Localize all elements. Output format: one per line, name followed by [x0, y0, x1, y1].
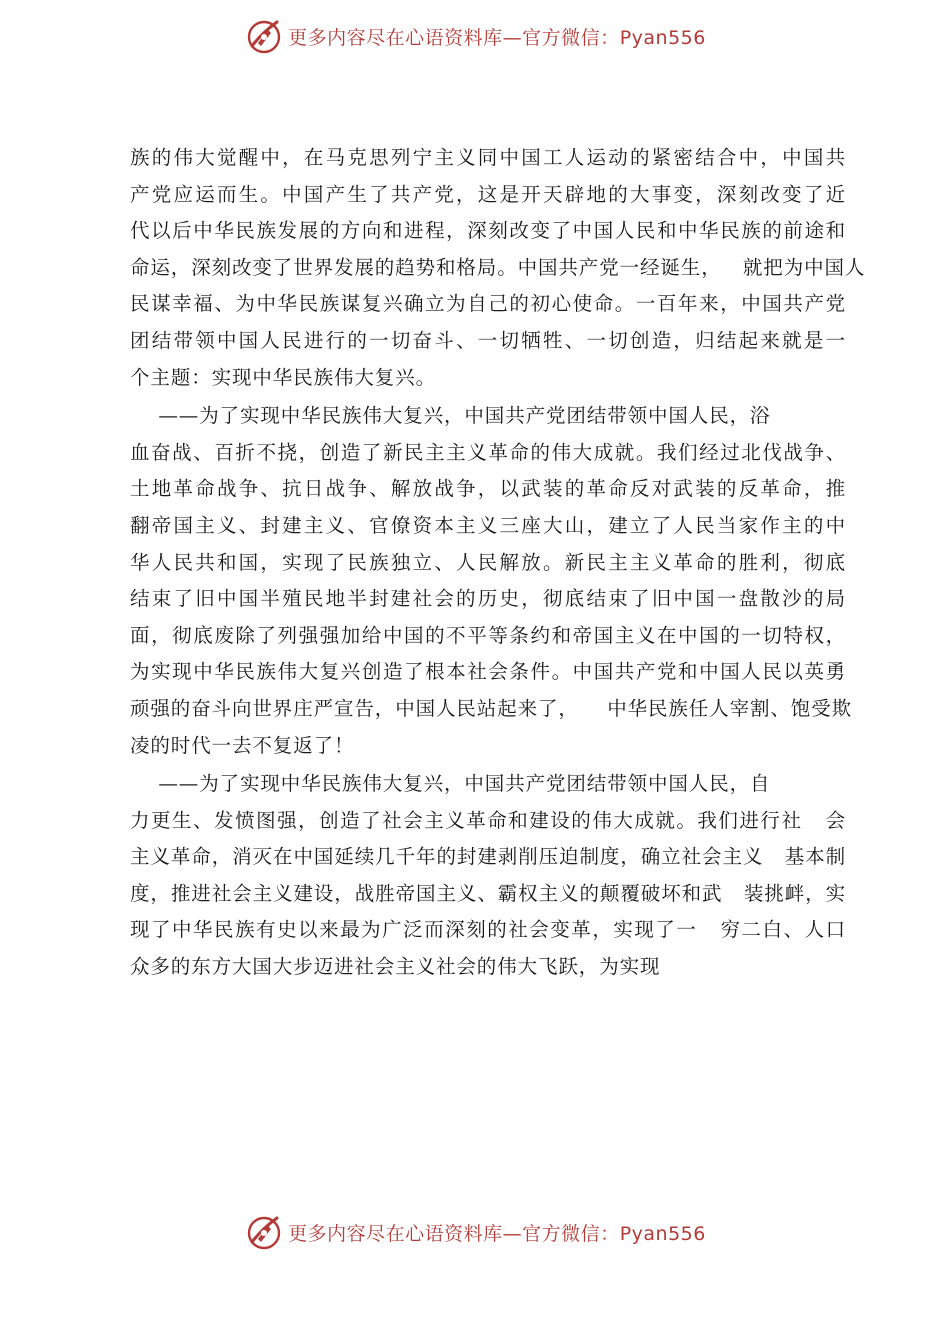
- text-line: 血奋战、百折不挠，创造了新民主主义革命的伟大成就。我们经过北伐战争、: [130, 440, 846, 464]
- banner-separator: —: [502, 1222, 523, 1245]
- text-line: 面，彻底废除了列强强加给中国的不平等条约和帝国主义在中国的一切特权，: [130, 623, 846, 647]
- text-line: 代以后中华民族发展的方向和进程，深刻改变了中国人民和中华民族的前途和: [130, 219, 846, 243]
- banner-separator: —: [502, 26, 523, 49]
- paragraph-3: [130, 766, 846, 986]
- banner-main-text: 更多内容尽在心语资料库: [288, 26, 503, 49]
- text-line: 凌的时代一去不复返了！: [130, 733, 355, 757]
- banner-wechat-label: 官方微信：: [522, 26, 620, 49]
- text-line: 翻帝国主义、封建主义、官僚资本主义三座大山，建立了人民当家作主的中: [130, 513, 846, 537]
- pen-circle-logo-icon: [244, 16, 284, 56]
- banner-wechat-label: 官方微信：: [522, 1222, 620, 1245]
- banner-text: [288, 23, 706, 50]
- text-line: 力更生、发愤图强，创造了社会主义革命和建设的伟大成就。我们进行社 会: [130, 808, 846, 832]
- banner-wechat-id: Pyan556: [619, 1222, 706, 1245]
- paragraph-2: [130, 398, 852, 764]
- text-line: 华人民共和国，实现了民族独立、人民解放。新民主主义革命的胜利，彻底: [130, 550, 846, 574]
- text-line: 度，推进社会主义建设，战胜帝国主义、霸权主义的颠覆破坏和武 装挑衅，实: [130, 881, 846, 905]
- text-line: 产党应运而生。中国产生了共产党，这是开天辟地的大事变，深刻改变了近: [130, 182, 846, 206]
- paragraph-1: [130, 140, 866, 396]
- banner-text: [288, 1219, 706, 1246]
- header-watermark-banner: [0, 14, 950, 58]
- text-line: 个主题：实现中华民族伟大复兴。: [130, 365, 437, 389]
- text-line: 现了中华民族有史以来最为广泛而深刻的社会变革，实现了一 穷二白、人口: [130, 918, 846, 942]
- text-line: 众多的东方大国大步迈进社会主义社会的伟大飞跃，为实现: [130, 955, 661, 979]
- text-line: 族的伟大觉醒中，在马克思列宁主义同中国工人运动的紧密结合中，中国共: [130, 146, 846, 169]
- text-line: 土地革命战争、抗日战争、解放战争，以武装的革命反对武装的反革命，推: [130, 477, 846, 501]
- pen-circle-logo-icon: [244, 1212, 284, 1252]
- banner-wechat-id: Pyan556: [619, 26, 706, 49]
- footer-watermark-banner: [0, 1210, 950, 1254]
- text-line: 为实现中华民族伟大复兴创造了根本社会条件。中国共产党和中国人民以英勇: [130, 660, 846, 684]
- text-line: 团结带领中国人民进行的一切奋斗、一切牺牲、一切创造，归结起来就是一: [130, 328, 846, 352]
- banner-main-text: 更多内容尽在心语资料库: [288, 1222, 503, 1245]
- text-line: ——为了实现中华民族伟大复兴，中国共产党团结带领中国人民，浴: [130, 404, 771, 428]
- text-line: 民谋幸福、为中华民族谋复兴确立为自己的初心使命。一百年来，中国共产党: [130, 292, 846, 316]
- text-line: 命运，深刻改变了世界发展的趋势和格局。中国共产党一经诞生， 就把为中国人: [130, 255, 866, 279]
- text-line: ——为了实现中华民族伟大复兴，中国共产党团结带领中国人民，自: [130, 772, 771, 796]
- text-line: 结束了旧中国半殖民地半封建社会的历史，彻底结束了旧中国一盘散沙的局: [130, 587, 846, 611]
- text-line: 主义革命，消灭在中国延续几千年的封建剥削压迫制度，确立社会主义 基本制: [130, 845, 846, 869]
- text-line: 顽强的奋斗向世界庄严宣告，中国人民站起来了， 中华民族任人宰割、饱受欺: [130, 696, 852, 720]
- document-body: [130, 140, 866, 986]
